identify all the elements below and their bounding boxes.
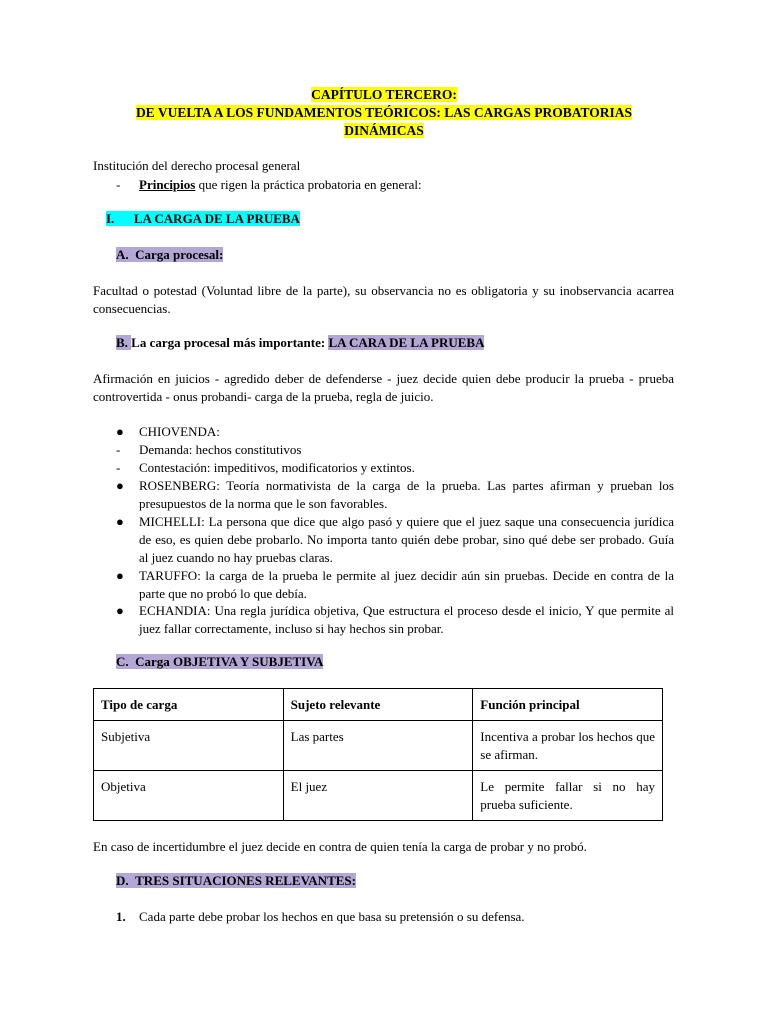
section-b-title: La carga procesal más importante: xyxy=(131,335,326,350)
list-item: ECHANDIA: Una regla jurídica objetiva, Que estructura el proceso desde el inicio, Y que permite al juez fallar correctamente, incluso si hay hechos sin probar. xyxy=(139,603,674,636)
paragraph-afirmacion: Afirmación en juicios - agredido deber de defenderse - juez decide quien debe producir la prueba - prueba controvertida - onus probandi- carga de la prueba, regla de juicio. xyxy=(93,371,674,404)
table-cell: Le permite fallar si no hay prueba suficiente. xyxy=(473,771,663,821)
section-d-label: D. TRES SITUACIONES RELEVANTES: xyxy=(116,873,356,888)
section-b-highlight: LA CARA DE LA PRUEBA xyxy=(328,335,485,350)
paragraph-carga-procesal: Facultad o potestad (Voluntad libre de la parte), su observancia no es obligatoria y su inobservancia acarrea consecuencias. xyxy=(93,283,674,316)
bullet-icon: ● xyxy=(116,568,124,583)
bullet-icon: ● xyxy=(116,603,124,618)
section-d-heading xyxy=(116,872,356,890)
section-c-heading xyxy=(116,653,323,671)
table-cell: Objetiva xyxy=(94,771,284,821)
list-item: ROSENBERG: Teoría normativista de la carga de la prueba. Las partes afirman y prueban los presupuestos de la norma que le son favorables. xyxy=(139,478,674,511)
section-c-label: C. Carga OBJETIVA Y SUBJETIVA xyxy=(116,654,324,669)
table-cell: Incentiva a probar los hechos que se afirman. xyxy=(473,721,663,771)
numbered-item-number: 1. xyxy=(116,909,126,924)
list-item: TARUFFO: la carga de la prueba le permite al juez decidir aún sin pruebas. Decide en contra de la parte que no probó lo que debía. xyxy=(139,568,674,601)
table-header-cell: Sujeto relevante xyxy=(283,689,473,721)
table-cell: El juez xyxy=(283,771,473,821)
intro-dash: - xyxy=(116,177,121,192)
intro-principles xyxy=(139,176,422,194)
table-header-row xyxy=(94,689,663,721)
table-cell: Las partes xyxy=(283,721,473,771)
table-row xyxy=(94,721,663,771)
bullet-icon: ● xyxy=(116,514,124,529)
table-header-cell: Tipo de carga xyxy=(94,689,284,721)
dash-marker: - xyxy=(116,442,121,457)
section-i-label: I. LA CARGA DE LA PRUEBA xyxy=(106,211,300,226)
list-item: MICHELLI: La persona que dice que algo pasó y quiere que el juez saque una consecuencia jurídica de eso, es quien debe probarlo. No importa tanto quién debe probar, sino qué debe ser probado. Guía al juez cuando no hay pruebas claras. xyxy=(139,514,674,565)
chapter-label: CAPÍTULO TERCERO: xyxy=(311,87,457,102)
principles-rest: que rigen la práctica probatoria en general: xyxy=(198,177,422,192)
section-a-label: A. Carga procesal: xyxy=(116,247,224,262)
section-b-heading xyxy=(116,334,484,352)
list-item: Contestación: impeditivos, modificatorios y extintos. xyxy=(139,460,415,475)
principles-label: Principios xyxy=(139,177,196,192)
section-a-heading xyxy=(116,246,223,264)
list-item: Demanda: hechos constitutivos xyxy=(139,442,302,457)
list-item: CHIOVENDA: xyxy=(139,424,220,439)
paragraph-incertidumbre: En caso de incertidumbre el juez decide en contra de quien tenía la carga de probar y no probó. xyxy=(93,839,587,854)
bullet-icon: ● xyxy=(116,478,124,493)
chapter-subtitle-line2: DINÁMICAS xyxy=(344,123,424,138)
carga-table xyxy=(93,688,663,821)
chapter-title xyxy=(93,86,675,140)
table-header-cell: Función principal xyxy=(473,689,663,721)
intro-line: Institución del derecho procesal general xyxy=(93,158,301,173)
section-b-num: B. xyxy=(116,335,131,350)
dash-marker: - xyxy=(116,460,121,475)
chapter-subtitle-line1: DE VUELTA A LOS FUNDAMENTOS TEÓRICOS: LAS CARGAS PROBATORIAS xyxy=(135,105,633,120)
table-row xyxy=(94,771,663,821)
section-i-heading xyxy=(106,210,300,228)
table-cell: Subjetiva xyxy=(94,721,284,771)
numbered-item-text: Cada parte debe probar los hechos en que basa su pretensión o su defensa. xyxy=(139,909,525,924)
bullet-icon: ● xyxy=(116,424,124,439)
